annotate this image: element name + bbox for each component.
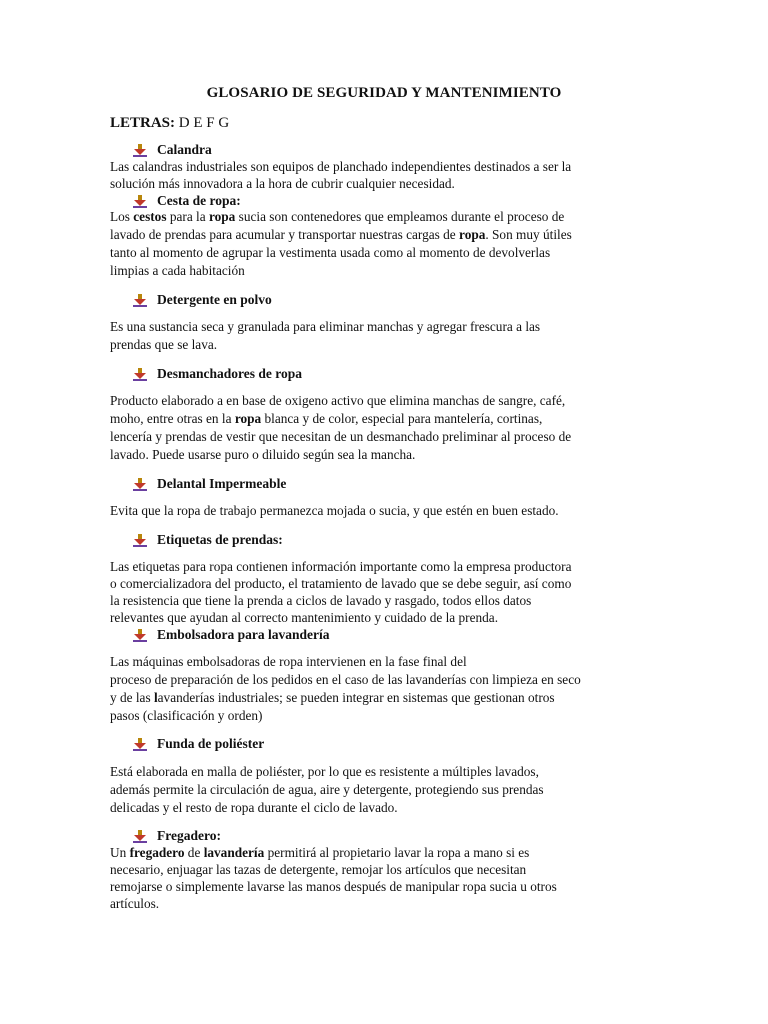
letras-line [110,115,229,132]
text-segment: Los [110,209,134,224]
text-segment: para la [166,209,209,224]
text-segment: Un [110,845,130,860]
text-segment: Evita que la ropa de trabajo permanezca mojada o sucia, y que estén en buen estado. [110,503,559,518]
definition-line [110,336,670,354]
bold-keyword: ropa [234,411,262,426]
glossary-term-label: Calandra [157,142,212,157]
text-segment: delicadas y el resto de ropa durante el ciclo de lavado. [110,800,398,815]
arrow-bullet-icon [133,478,147,491]
text-segment: remojarse o simplemente lavarse las manos después de manipular ropa sucia u otros [110,879,557,894]
glossary-term [133,828,221,844]
glossary-term-label: Detergente en polvo [157,292,272,307]
definition-line [110,861,670,878]
glossary-definition [110,844,670,912]
glossary-term [133,532,283,548]
definition-line [110,799,670,817]
arrow-bullet-icon [133,368,147,381]
glossary-term [133,193,241,209]
arrow-bullet-icon [133,195,147,208]
letras-value: D E F G [175,115,230,131]
glossary-term [133,292,272,308]
text-segment: pasos (clasificación y orden) [110,708,263,723]
glossary-definition [110,158,670,192]
definition-line [110,895,670,912]
definition-line [110,410,670,428]
glossary-definition [110,763,670,817]
definition-line [110,653,670,671]
bold-keyword: ropa [459,227,486,242]
text-segment: moho, entre otras en la [110,411,235,426]
text-segment: Está elaborada en malla de poliéster, por lo que es resistente a múltiples lavados, [110,764,539,779]
glossary-term-label: Fregadero: [157,828,221,843]
glossary-term-label: Embolsadora para lavandería [157,627,330,642]
bold-keyword: cestos [133,209,167,224]
definition-line [110,558,670,575]
text-segment: lavado de prendas para acumular y transportar nuestras cargas de [110,227,460,242]
text-segment: tanto al momento de agrupar la vestimenta usada como al momento de devolverlas [110,245,551,260]
definition-line [110,175,670,192]
arrow-bullet-icon [133,738,147,751]
glossary-term [133,142,212,158]
text-segment: solución más innovadora a la hora de cubrir cualquier necesidad. [110,176,455,191]
definition-line [110,689,670,707]
definition-line [110,244,670,262]
text-segment: Las calandras industriales son equipos de planchado independientes destinados a ser la [110,159,572,174]
text-segment: de [184,845,204,860]
arrow-bullet-icon [133,294,147,307]
bold-keyword: lavandería [203,845,265,860]
text-segment: artículos. [110,896,160,911]
definition-line [110,781,670,799]
text-segment: necesario, enjuagar las tazas de detergente, remojar los artículos que necesitan [110,862,527,877]
letras-label: LETRAS: [110,115,176,131]
glossary-definition [110,558,670,626]
text-segment: . Son muy útiles [485,227,572,242]
text-segment: y de las [110,690,154,705]
glossary-definition [110,208,670,280]
text-segment: prendas que se lava. [110,337,218,352]
text-segment: lavado. Puede usarse puro o diluido según sea la mancha. [110,447,416,462]
text-segment: o comercializadora del producto, el tratamiento de lavado que se debe seguir, así como [110,576,572,591]
bold-keyword: l [153,690,158,705]
definition-line [110,428,670,446]
glossary-definition [110,502,670,520]
definition-line [110,158,670,175]
definition-line [110,763,670,781]
text-segment: proceso de preparación de los pedidos en el caso de las lavanderías con limpieza en seco [110,672,581,687]
text-segment: Las etiquetas para ropa contienen información importante como la empresa productora [110,559,572,574]
glossary-term-label: Desmanchadores de ropa [157,366,303,381]
definition-line [110,575,670,592]
glossary-definition [110,318,670,354]
text-segment: blanca y de color, especial para mantelería, cortinas, [261,411,543,426]
text-segment: sucia son contenedores que empleamos durante el proceso de [235,209,565,224]
glossary-definition [110,392,670,464]
arrow-bullet-icon [133,144,147,157]
text-segment: permitirá al propietario lavar la ropa a mano si es [264,845,530,860]
document-title: GLOSARIO DE SEGURIDAD Y MANTENIMIENTO [206,85,562,101]
text-segment: avanderías industriales; se pueden integrar en sistemas que gestionan otros [157,690,555,705]
glossary-term [133,736,264,752]
glossary-term-label: Cesta de ropa: [157,193,241,208]
glossary-term [133,627,330,643]
text-segment: la resistencia que tiene la prenda a ciclos de lavado y rasgado, todos ellos datos [110,593,532,608]
text-segment: Producto elaborado a en base de oxigeno activo que elimina manchas de sangre, café, [110,393,566,408]
definition-line [110,592,670,609]
glossary-term-label: Etiquetas de prendas: [157,532,283,547]
definition-line [110,446,670,464]
arrow-bullet-icon [133,629,147,642]
definition-line [110,502,670,520]
glossary-term [133,476,286,492]
definition-line [110,844,670,861]
definition-line [110,392,670,410]
glossary-definition [110,653,670,725]
definition-line [110,262,670,280]
glossary-term-label: Funda de poliéster [157,736,265,751]
definition-line [110,878,670,895]
bold-keyword: ropa [208,209,236,224]
definition-line [110,208,670,226]
definition-line [110,707,670,725]
definition-line [110,609,670,626]
arrow-bullet-icon [133,830,147,843]
definition-line [110,226,670,244]
text-segment: Las máquinas embolsadoras de ropa intervienen en la fase final del [110,654,467,669]
text-segment: Es una sustancia seca y granulada para eliminar manchas y agregar frescura a las [110,319,541,334]
text-segment: relevantes que ayudan al correcto mantenimiento y cuidado de la prenda. [110,610,499,625]
text-segment: limpias a cada habitación [110,263,245,278]
glossary-term-label: Delantal Impermeable [157,476,287,491]
arrow-bullet-icon [133,534,147,547]
bold-keyword: fregadero [129,845,185,860]
text-segment: además permite la circulación de agua, aire y detergente, protegiendo sus prendas [110,782,544,797]
definition-line [110,318,670,336]
definition-line [110,671,670,689]
glossary-term [133,366,302,382]
text-segment: lencería y prendas de vestir que necesitan de un desmanchado preliminar al proceso de [110,429,572,444]
